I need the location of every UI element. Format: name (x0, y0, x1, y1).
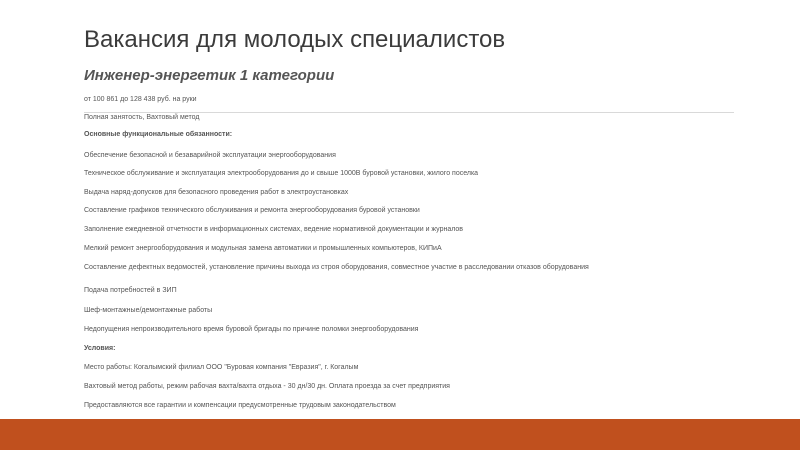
conditions-heading: Условия: (84, 345, 116, 352)
duty-item: Шеф-монтажные/демонтажные работы (84, 307, 213, 314)
duty-item: Подача потребностей в ЗИП (84, 287, 177, 294)
condition-item: Место работы: Когалымский филиал ООО "Буровая компания "Евразия", г. Когалым (84, 364, 359, 371)
condition-item: Вахтовый метод работы, режим рабочая вахта/вахта отдыха - 30 дн/30 дн. Оплата проезда за счет предприятия (84, 383, 450, 390)
job-title: Инженер-энергетик 1 категории (84, 67, 335, 84)
slide-title: Вакансия для молодых специалистов (84, 26, 506, 53)
duty-item: Составление дефектных ведомостей, установление причины выхода из строя оборудования, совместное участие в расследовании отказов оборудования (84, 264, 589, 271)
duty-item: Составление графиков технического обслуживания и ремонта энергооборудования буровой установки (84, 207, 420, 214)
employment-type: Полная занятость, Вахтовый метод (84, 114, 200, 121)
condition-item: Предоставляются все гарантии и компенсации предусмотренные трудовым законодательством (84, 402, 396, 409)
duty-item: Недопущения непроизводительного время буровой бригады по причине поломки энергооборудования (84, 326, 419, 333)
duties-heading: Основные функциональные обязанности: (84, 131, 233, 138)
duty-item: Заполнение ежедневной отчетности в информационных системах, ведение нормативной документации и журналов (84, 226, 464, 233)
duty-item: Техническое обслуживание и эксплуатация электрооборудования до и свыше 1000В буровой установки, жилого поселка (84, 170, 479, 177)
duty-item: Выдача наряд-допусков для безопасного проведения работ в электроустановках (84, 189, 349, 196)
duty-item: Мелкий ремонт энергооборудования и модульная замена автоматики и промышленных компьютеров, КИПиА (84, 245, 442, 252)
accent-bar (0, 419, 800, 450)
duty-item: Обеспечение безопасной и безаварийной эксплуатации энергооборудования (84, 152, 336, 159)
salary-range: от 100 861 до 128 438 руб. на руки (84, 96, 197, 103)
